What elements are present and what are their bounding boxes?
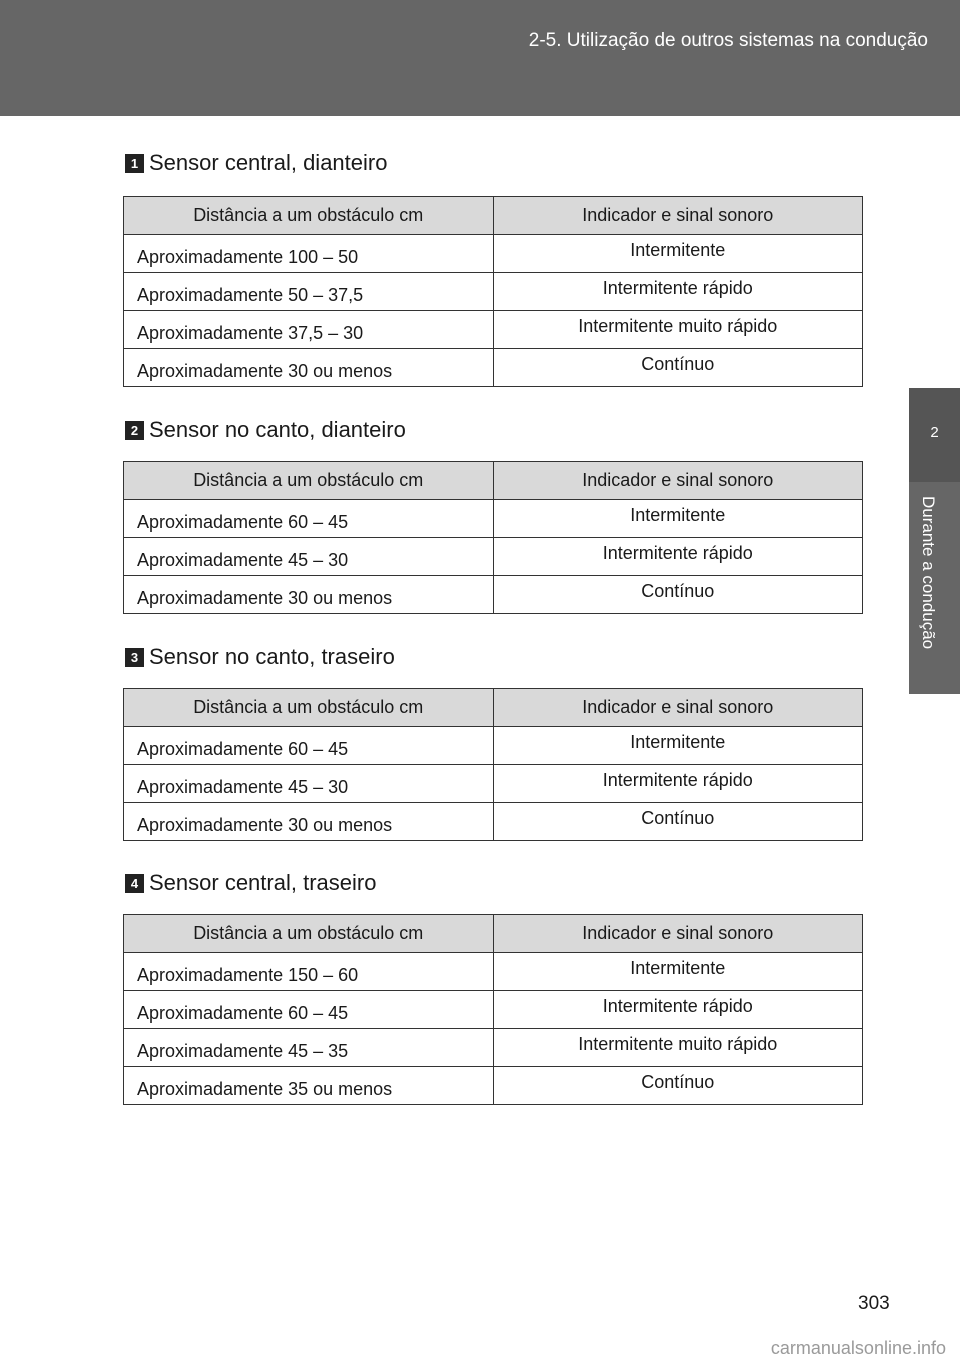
table-row: [124, 538, 863, 576]
distance-cell: Aproximadamente 30 ou menos: [124, 349, 494, 387]
indicator-cell: Intermitente rápido: [493, 991, 863, 1029]
table-header-row: [124, 689, 863, 727]
distance-cell: Aproximadamente 30 ou menos: [124, 576, 494, 614]
distance-cell: Aproximadamente 150 – 60: [124, 953, 494, 991]
distance-cell: Aproximadamente 60 – 45: [124, 500, 494, 538]
table-row: [124, 1067, 863, 1105]
section-title-4: [125, 870, 376, 896]
section-title-2: [125, 417, 406, 443]
column-header-indicator: Indicador e sinal sonoro: [493, 462, 863, 500]
indicator-cell: Contínuo: [493, 803, 863, 841]
section-number-badge: 2: [125, 421, 144, 440]
distance-cell: Aproximadamente 60 – 45: [124, 727, 494, 765]
table-header-row: [124, 915, 863, 953]
table-row: [124, 991, 863, 1029]
header-bar: [0, 0, 960, 116]
distance-cell: Aproximadamente 45 – 30: [124, 765, 494, 803]
table-row: [124, 273, 863, 311]
indicator-cell: Intermitente: [493, 235, 863, 273]
distance-cell: Aproximadamente 37,5 – 30: [124, 311, 494, 349]
distance-cell: Aproximadamente 35 ou menos: [124, 1067, 494, 1105]
column-header-distance: Distância a um obstáculo cm: [124, 915, 494, 953]
distance-table-3: [123, 688, 863, 841]
column-header-indicator: Indicador e sinal sonoro: [493, 689, 863, 727]
distance-cell: Aproximadamente 100 – 50: [124, 235, 494, 273]
distance-table-1: [123, 196, 863, 387]
table-row: [124, 235, 863, 273]
table-row: [124, 765, 863, 803]
section-title-text: Sensor no canto, dianteiro: [149, 417, 406, 442]
table-row: [124, 576, 863, 614]
table-row: [124, 349, 863, 387]
table-row: [124, 500, 863, 538]
side-tab-number: 2: [930, 424, 939, 441]
table-row: [124, 1029, 863, 1067]
watermark: carmanualsonline.info: [770, 1338, 946, 1358]
distance-cell: Aproximadamente 30 ou menos: [124, 803, 494, 841]
section-title-text: Sensor central, traseiro: [149, 870, 377, 895]
table-row: [124, 953, 863, 991]
section-title-3: [125, 644, 395, 670]
indicator-cell: Contínuo: [493, 349, 863, 387]
distance-cell: Aproximadamente 50 – 37,5: [124, 273, 494, 311]
indicator-cell: Contínuo: [493, 576, 863, 614]
column-header-indicator: Indicador e sinal sonoro: [493, 197, 863, 235]
table-row: [124, 311, 863, 349]
section-number-badge: 3: [125, 648, 144, 667]
column-header-distance: Distância a um obstáculo cm: [124, 689, 494, 727]
side-tab-label: Durante a condução: [919, 496, 938, 650]
indicator-cell: Intermitente: [493, 500, 863, 538]
distance-table-4: [123, 914, 863, 1105]
section-number-badge: 1: [125, 154, 144, 173]
distance-cell: Aproximadamente 45 – 30: [124, 538, 494, 576]
indicator-cell: Contínuo: [493, 1067, 863, 1105]
table-header-row: [124, 462, 863, 500]
indicator-cell: Intermitente muito rápido: [493, 311, 863, 349]
indicator-cell: Intermitente rápido: [493, 273, 863, 311]
indicator-cell: Intermitente rápido: [493, 765, 863, 803]
section-title-text: Sensor no canto, traseiro: [149, 644, 395, 669]
table-row: [124, 803, 863, 841]
section-title-1: [125, 150, 387, 176]
column-header-distance: Distância a um obstáculo cm: [124, 197, 494, 235]
indicator-cell: Intermitente: [493, 727, 863, 765]
distance-cell: Aproximadamente 45 – 35: [124, 1029, 494, 1067]
indicator-cell: Intermitente: [493, 953, 863, 991]
distance-table-2: [123, 461, 863, 614]
page-header-title: 2-5. Utilização de outros sistemas na condução: [528, 30, 928, 51]
column-header-distance: Distância a um obstáculo cm: [124, 462, 494, 500]
indicator-cell: Intermitente rápido: [493, 538, 863, 576]
indicator-cell: Intermitente muito rápido: [493, 1029, 863, 1067]
section-title-text: Sensor central, dianteiro: [149, 150, 388, 175]
section-number-badge: 4: [125, 874, 144, 893]
page-number: 303: [858, 1293, 890, 1314]
distance-cell: Aproximadamente 60 – 45: [124, 991, 494, 1029]
table-header-row: [124, 197, 863, 235]
table-row: [124, 727, 863, 765]
column-header-indicator: Indicador e sinal sonoro: [493, 915, 863, 953]
